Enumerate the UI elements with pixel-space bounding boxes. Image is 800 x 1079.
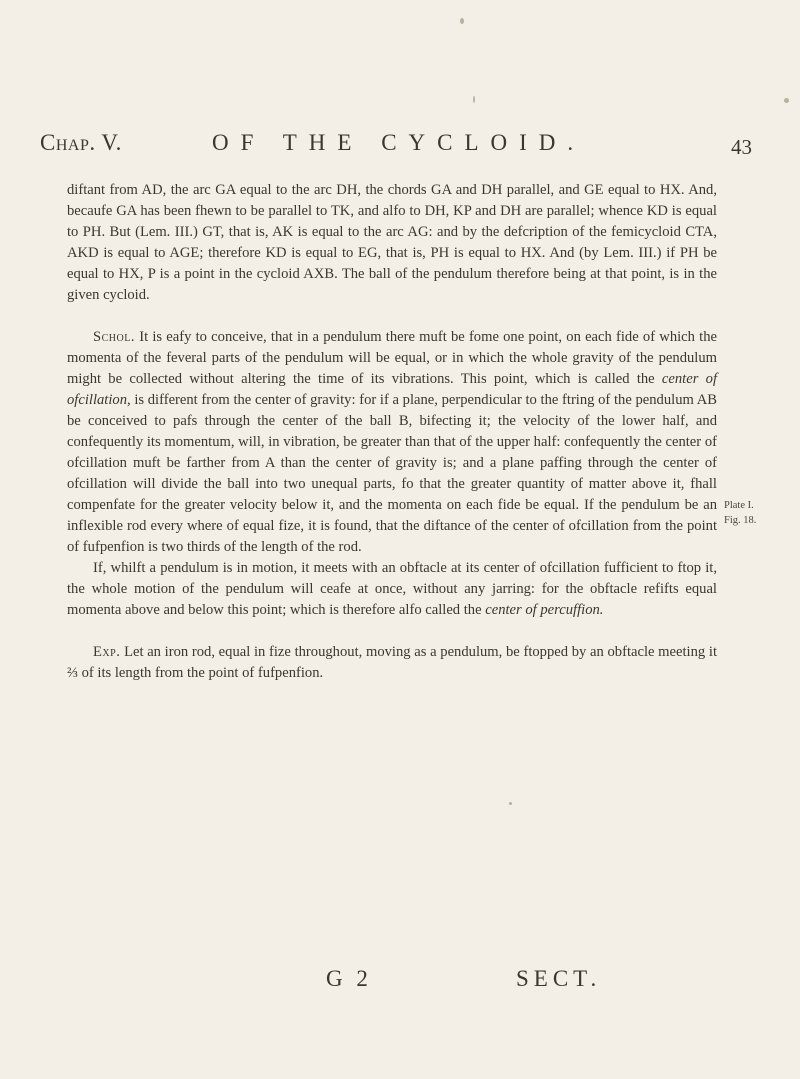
paragraph-percussion: [67, 558, 717, 621]
margin-note-plate: Plate I.: [724, 500, 754, 511]
paragraph-1: [67, 180, 717, 306]
page-number: 43: [731, 135, 752, 159]
percussion-term: center of percuffion.: [485, 602, 604, 618]
paragraph-1-text: diftant from AD, the arc GA equal to the arc DH, the chords GA and DH parallel, and GE equal to HX. And, becaufe GA has been fhewn to be parallel to TK, and alfo to DH, KP and DH are parallel; whence KD is equal to PH. But (Lem. III.) GT, that is, AK is equal to the arc AG: and by the defcription of the femicycloid CTA, AKD is equal to AGE; therefore KD is equal to EG, that is, PH is equal to HX. And (by Lem. III.) if PH be equal to HX, P is a point in the cycloid AXB. The ball of the pendulum therefore being at that point, is in the given cycloid.: [67, 182, 717, 303]
page-footer: [0, 966, 800, 996]
ink-speck: [509, 802, 512, 805]
margin-note: [724, 498, 756, 528]
paragraph-scholium: [67, 327, 717, 558]
scholium-term: center of ofcillation,: [67, 371, 717, 408]
ink-speck: [473, 96, 475, 103]
scholium-text-b: is different from the center of gravity: for if a plane, perpendicular to the ftring of the pendulum AB be conceived to pafs through the center of the ball B, bifecting it; the velocity of the lower half, and confequently its momentum, will, in vibration, be greater than that of the upper half: confequently the center of ofcillation muft be farther from A than the center of gravity is; and a plane paffing through the center of ofcillation will divide the ball into two unequal parts, fo that the greater quantity of matter above it, fhall compenfate for the greater velocity below it, and the momenta on each fide be equal. If the pendulum be an inflexible rod every where of equal fize, it is found, that the diftance of the center of ofcillation from the point of fufpenfion is two thirds of the length of the rod.: [67, 392, 717, 555]
scholium-text-a: It is eafy to conceive, that in a pendulum there muft be fome one point, on each fide of which the momenta of the feveral parts of the pendulum will be equal, or in which the whole gravity of the pendulum might be collected without altering the time of its vibrations. This point, which is called the: [67, 329, 717, 387]
margin-note-figure: Fig. 18.: [724, 515, 757, 526]
chapter-label: Chap. V.: [40, 130, 122, 155]
ink-speck: [784, 98, 789, 103]
running-head: [40, 130, 752, 164]
experiment-label: Exp.: [93, 644, 121, 660]
catchword: SECT.: [516, 966, 602, 991]
running-title: OF THE CYCLOID.: [212, 130, 586, 155]
experiment-text: Let an iron rod, equal in fize throughout, moving as a pendulum, be ftopped by an obftacle meeting it ⅔ of its length from the point of fufpenfion.: [67, 644, 717, 681]
page-body: [67, 180, 717, 684]
paragraph-experiment: [67, 642, 717, 684]
signature-mark: G 2: [326, 966, 372, 991]
ink-speck: [460, 18, 464, 24]
scholium-label: Schol.: [93, 329, 135, 345]
percussion-text: If, whilft a pendulum is in motion, it meets with an obftacle at its center of ofcillation fufficient to ftop it, the whole motion of the pendulum will ceafe at once, without any jarring: for the obftacle refifts equal momenta above and below this point; which is therefore alfo called the: [67, 560, 717, 618]
